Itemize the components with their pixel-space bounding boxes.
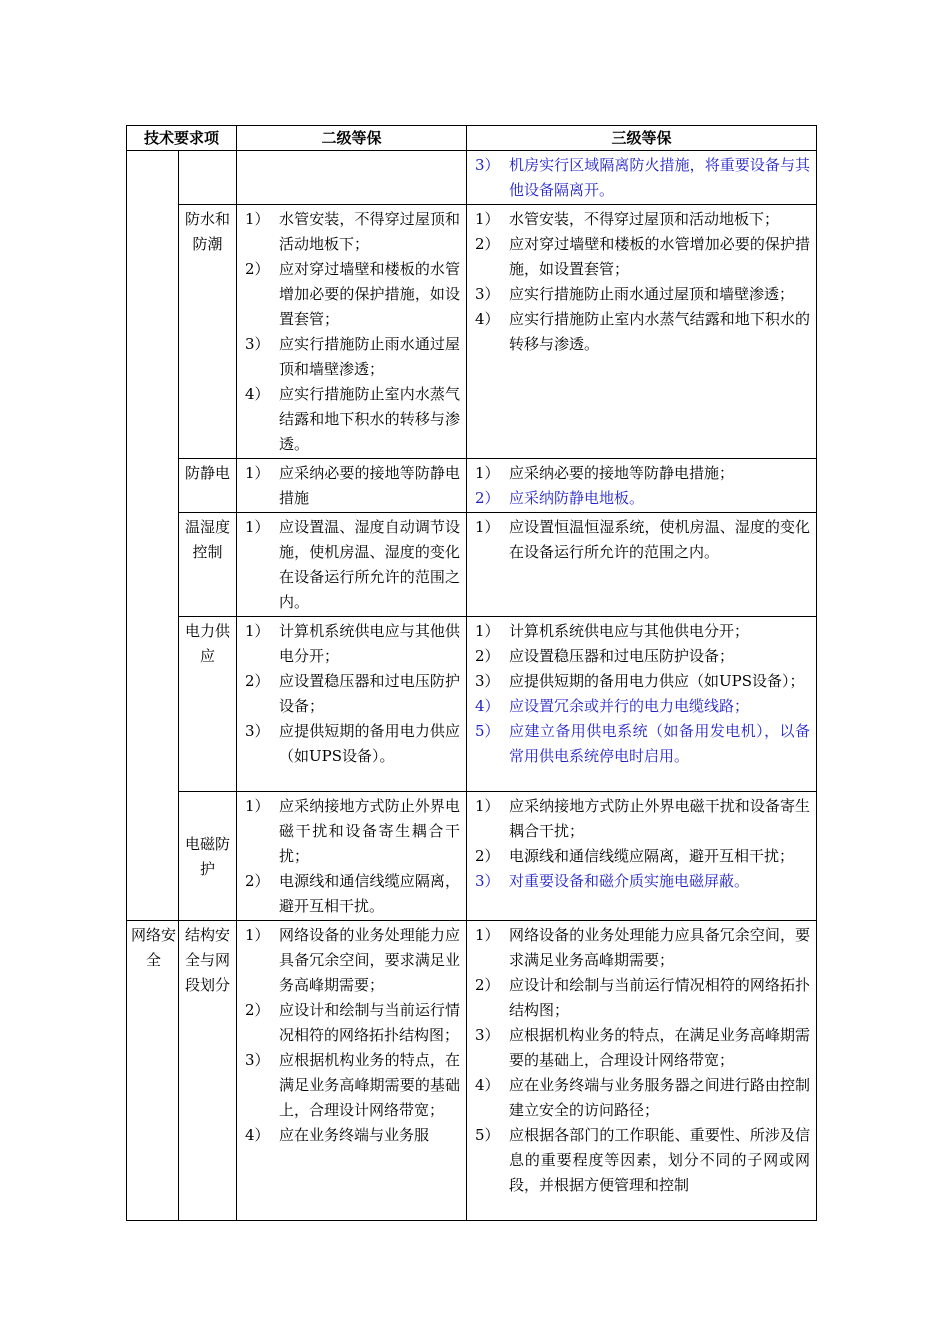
item-text: 应设计和绘制与当前运行情况相符的网络拓扑结构图； [279, 1001, 461, 1044]
requirement-list [467, 794, 816, 894]
list-item [467, 307, 810, 357]
list-item [237, 669, 460, 719]
list-item [237, 461, 460, 511]
subcategory-cell: 电磁防护 [179, 792, 237, 921]
list-item [467, 669, 810, 694]
list-item [237, 923, 460, 998]
list-item [237, 619, 460, 669]
list-item [237, 719, 460, 769]
list-item [467, 694, 810, 719]
item-text: 应实行措施防止雨水通过屋顶和墙壁渗透； [279, 335, 461, 378]
list-item [237, 332, 460, 382]
header-requirement-item: 技术要求项 [127, 126, 237, 151]
item-number: 4） [245, 385, 270, 403]
list-item [467, 1073, 810, 1123]
item-number: 5） [475, 1126, 500, 1144]
item-number: 1） [475, 926, 500, 944]
level2-cell [237, 792, 467, 921]
item-number: 1） [245, 518, 270, 536]
item-text: 水管安装，不得穿过屋顶和活动地板下； [279, 210, 461, 253]
requirement-list [237, 515, 466, 615]
item-text: 应采纳接地方式防止外界电磁干扰和设备寄生耦合干扰； [509, 797, 811, 840]
header-level-3: 三级等保 [467, 126, 817, 151]
list-item [237, 515, 460, 615]
item-number: 2） [475, 489, 500, 507]
subcategory-cell: 电力供应 [179, 617, 237, 792]
list-item [467, 153, 810, 203]
item-text: 对重要设备和磁介质实施电磁屏蔽。 [509, 872, 750, 890]
subcategory-cell: 防水和防潮 [179, 205, 237, 459]
item-text: 应根据机构业务的特点，在满足业务高峰期需要的基础上，合理设计网络带宽； [279, 1051, 461, 1119]
table-row [127, 513, 817, 617]
item-number: 1） [475, 797, 500, 815]
item-number: 3） [245, 722, 270, 740]
level2-cell [237, 151, 467, 205]
item-number: 3） [475, 1026, 500, 1044]
requirement-list [237, 461, 466, 511]
item-number: 2） [245, 260, 270, 278]
item-number: 3） [475, 285, 500, 303]
list-item [467, 1023, 810, 1073]
requirement-list [237, 619, 466, 769]
requirement-list [467, 153, 816, 203]
list-item [467, 794, 810, 844]
item-number: 1） [475, 464, 500, 482]
requirement-list [237, 207, 466, 457]
header-row [127, 126, 817, 151]
table-row [127, 792, 817, 921]
list-item [467, 282, 810, 307]
level3-cell [467, 459, 817, 513]
item-number: 2） [245, 1001, 270, 1019]
item-text: 应提供短期的备用电力供应（如UPS设备）； [509, 672, 805, 690]
level3-cell [467, 151, 817, 205]
item-text: 应提供短期的备用电力供应（如UPS设备）。 [279, 722, 461, 765]
table-row [127, 921, 817, 1221]
item-number: 1） [245, 210, 270, 228]
list-item [467, 461, 810, 486]
item-number: 3） [475, 872, 500, 890]
item-text: 应对穿过墙壁和楼板的水管增加必要的保护措施，如设置套管； [509, 235, 811, 278]
list-item [467, 515, 810, 565]
category-cell-empty [127, 151, 179, 921]
level2-cell [237, 513, 467, 617]
item-text: 应设置温、湿度自动调节设施，使机房温、湿度的变化在设备运行所允许的范围之内。 [279, 518, 461, 611]
item-number: 2） [475, 976, 500, 994]
item-number: 1） [475, 518, 500, 536]
list-item [467, 644, 810, 669]
level2-cell [237, 921, 467, 1221]
item-text: 应设计和绘制与当前运行情况相符的网络拓扑结构图； [509, 976, 811, 1019]
item-text: 应对穿过墙壁和楼板的水管增加必要的保护措施，如设置套管； [279, 260, 461, 328]
item-text: 电源线和通信线缆应隔离，避开互相干扰。 [279, 872, 461, 915]
item-text: 应实行措施防止室内水蒸气结露和地下积水的转移与渗透。 [279, 385, 461, 453]
list-item [237, 869, 460, 919]
list-item [467, 486, 810, 511]
item-text: 应设置恒温恒湿系统，使机房温、湿度的变化在设备运行所允许的范围之内。 [509, 518, 811, 561]
item-text: 机房实行区域隔离防火措施，将重要设备与其他设备隔离开。 [509, 156, 811, 199]
level2-cell [237, 205, 467, 459]
item-text: 应采纳必要的接地等防静电措施 [279, 464, 461, 507]
item-text: 应实行措施防止室内水蒸气结露和地下积水的转移与渗透。 [509, 310, 811, 353]
requirement-list [467, 619, 816, 769]
item-number: 2） [245, 872, 270, 890]
list-item [237, 1048, 460, 1123]
list-item [467, 619, 810, 644]
item-text: 应设置冗余或并行的电力电缆线路； [509, 697, 750, 715]
table-row [127, 205, 817, 459]
item-text: 应采纳接地方式防止外界电磁干扰和设备寄生耦合干扰； [279, 797, 461, 865]
item-number: 1） [245, 622, 270, 640]
item-number: 1） [475, 622, 500, 640]
item-text: 应根据机构业务的特点，在满足业务高峰期需要的基础上，合理设计网络带宽； [509, 1026, 811, 1069]
item-number: 4） [475, 310, 500, 328]
level3-cell [467, 921, 817, 1221]
subcategory-cell [179, 151, 237, 205]
level3-cell [467, 513, 817, 617]
level3-cell [467, 205, 817, 459]
item-text: 计算机系统供电应与其他供电分开； [509, 622, 750, 640]
level2-cell [237, 617, 467, 792]
requirement-list [467, 515, 816, 565]
list-item [467, 207, 810, 232]
item-text: 应在业务终端与业务服务器之间进行路由控制建立安全的访问路径； [509, 1076, 811, 1119]
item-text: 应采纳必要的接地等防静电措施； [509, 464, 735, 482]
subcategory-cell: 温湿度控制 [179, 513, 237, 617]
subcategory-cell: 结构安全与网段划分 [179, 921, 237, 1221]
item-number: 5） [475, 722, 500, 740]
item-number: 4） [475, 697, 500, 715]
list-item [467, 973, 810, 1023]
list-item [237, 207, 460, 257]
item-number: 1） [245, 926, 270, 944]
list-item [467, 923, 810, 973]
category-cell: 网络安全 [127, 921, 179, 1221]
item-number: 2） [245, 672, 270, 690]
list-item [237, 382, 460, 457]
item-number: 1） [245, 464, 270, 482]
requirement-list [467, 923, 816, 1198]
requirement-list [237, 923, 466, 1148]
item-number: 1） [475, 210, 500, 228]
item-text: 应根据各部门的工作职能、重要性、所涉及信息的重要程度等因素，划分不同的子网或网段，并根据方便管理和控制 [509, 1126, 811, 1194]
list-item [237, 1123, 460, 1148]
list-item [237, 998, 460, 1048]
item-text: 应设置稳压器和过电压防护设备； [509, 647, 735, 665]
header-level-2: 二级等保 [237, 126, 467, 151]
level2-cell [237, 459, 467, 513]
list-item [467, 719, 810, 769]
list-item [467, 844, 810, 869]
item-text: 应在业务终端与业务服 [279, 1126, 430, 1144]
item-number: 3） [475, 156, 500, 174]
item-number: 2） [475, 647, 500, 665]
table-row [127, 459, 817, 513]
list-item [467, 232, 810, 282]
requirement-list [467, 207, 816, 357]
level3-cell [467, 617, 817, 792]
item-number: 4） [245, 1126, 270, 1144]
item-text: 计算机系统供电应与其他供电分开； [279, 622, 461, 665]
item-text: 应设置稳压器和过电压防护设备； [279, 672, 461, 715]
item-text: 网络设备的业务处理能力应具备冗余空间，要求满足业务高峰期需要； [509, 926, 811, 969]
subcategory-cell: 防静电 [179, 459, 237, 513]
requirement-list [467, 461, 816, 511]
item-number: 4） [475, 1076, 500, 1094]
item-text: 应实行措施防止雨水通过屋顶和墙壁渗透； [509, 285, 795, 303]
table-row [127, 617, 817, 792]
item-text: 网络设备的业务处理能力应具备冗余空间，要求满足业务高峰期需要； [279, 926, 461, 994]
list-item [237, 257, 460, 332]
level3-cell [467, 792, 817, 921]
item-text: 水管安装，不得穿过屋顶和活动地板下； [509, 210, 780, 228]
item-text: 电源线和通信线缆应隔离，避开互相干扰； [509, 847, 795, 865]
item-text: 应建立备用供电系统（如备用发电机），以备常用供电系统停电时启用。 [509, 722, 811, 765]
list-item [467, 869, 810, 894]
item-text: 应采纳防静电地板。 [509, 489, 645, 507]
list-item [237, 794, 460, 869]
item-number: 3） [245, 1051, 270, 1069]
table-row [127, 151, 817, 205]
item-number: 2） [475, 235, 500, 253]
item-number: 3） [475, 672, 500, 690]
requirements-table [126, 125, 817, 1221]
list-item [467, 1123, 810, 1198]
item-number: 1） [245, 797, 270, 815]
requirement-list [237, 794, 466, 919]
item-number: 3） [245, 335, 270, 353]
item-number: 2） [475, 847, 500, 865]
